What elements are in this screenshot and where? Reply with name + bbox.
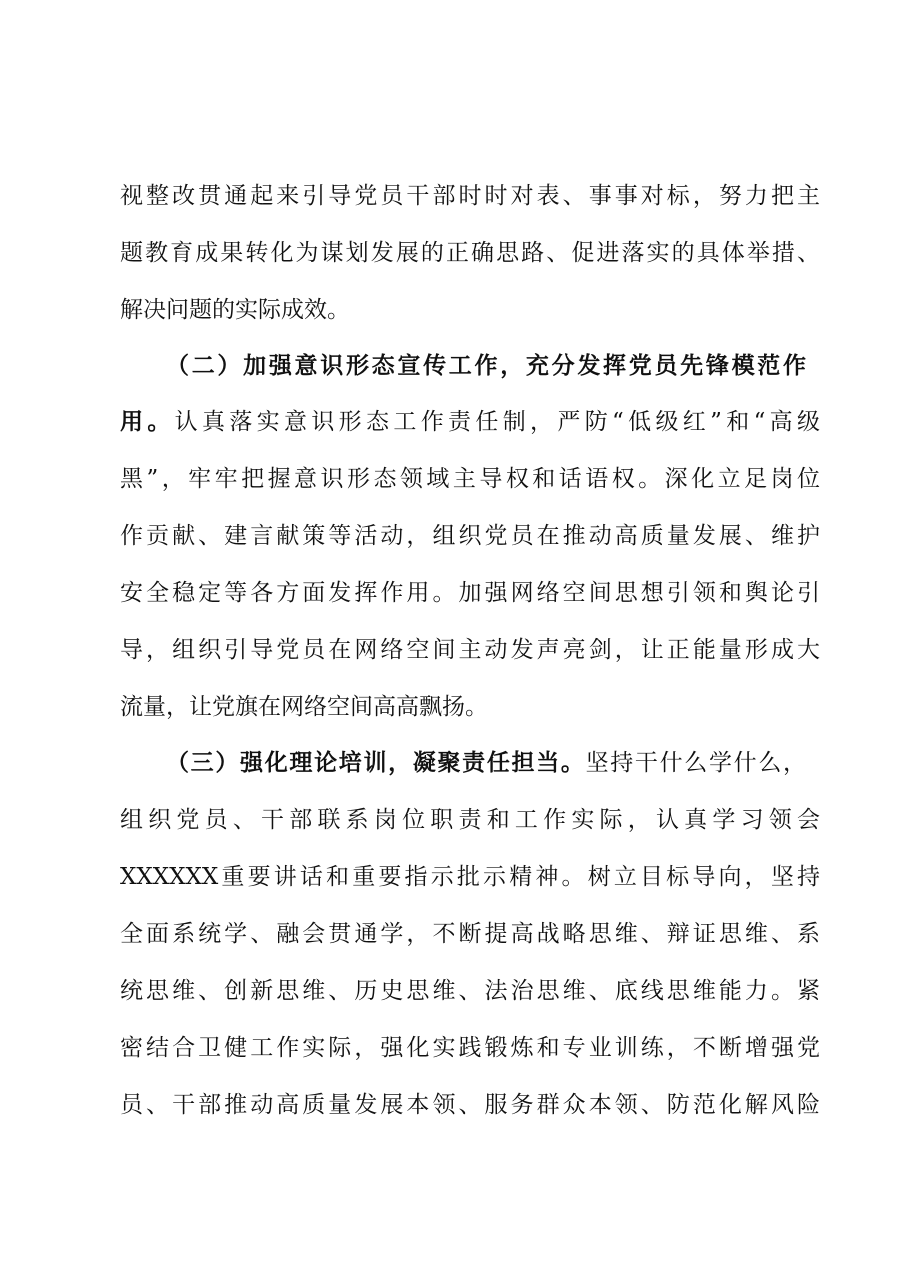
paragraph-1-line-1: 视整改贯通起来引导党员干部时时对表、事事对标，努力把主 — [120, 183, 820, 209]
paragraph-2-line-6: 导，组织引导党员在网络空间主动发声亮剑，让正能量形成大 — [120, 637, 820, 663]
paragraph-1-line-3: 解决问题的实际成效。 — [120, 297, 350, 323]
paragraph-3-line-1-text: 坚持干什么学什么， — [585, 750, 807, 776]
paragraph-2-line-4: 作贡献、建言献策等活动，组织党员在推动高质量发展、维护 — [120, 523, 820, 549]
paragraph-1-line-2: 题教育成果转化为谋划发展的正确思路、促进落实的具体举措、 — [120, 240, 820, 266]
section-3-heading: （三）强化理论培训，凝聚责任担当。 — [166, 750, 586, 776]
paragraph-3-line-6: 密结合卫健工作实际，强化实践锻炼和专业训练，不断增强党 — [120, 1035, 820, 1061]
paragraph-3-line-1 — [166, 743, 806, 783]
paragraph-3-line-4: 全面系统学、融会贯通学，不断提高战略思维、辩证思维、系 — [120, 921, 820, 947]
paragraph-3-line-5: 统思维、创新思维、历史思维、法治思维、底线思维能力。紧 — [120, 978, 820, 1004]
paragraph-2-line-2-text: 认真落实意识形态工作责任制，严防“低级红”和“高级 — [174, 409, 820, 435]
paragraph-3-line-3: XXXXXX重要讲话和重要指示批示精神。树立目标导向，坚持 — [120, 864, 820, 890]
paragraph-2-line-2 — [120, 402, 820, 442]
section-2-heading-end: 用。 — [120, 409, 175, 435]
paragraph-2-line-5: 安全稳定等各方面发挥作用。加强网络空间思想引领和舆论引 — [120, 580, 820, 606]
paragraph-3-line-7: 员、干部推动高质量发展本领、服务群众本领、防范化解风险 — [120, 1092, 820, 1118]
section-2-heading: （二）加强意识形态宣传工作，充分发挥党员先锋模范作 — [166, 353, 806, 379]
paragraph-2-line-7: 流量，让党旗在网络空间高高飘扬。 — [120, 694, 488, 720]
paragraph-2-line-3: 黑”，牢牢把握意识形态领域主导权和话语权。深化立足岗位 — [120, 466, 820, 492]
paragraph-3-line-2: 组织党员、干部联系岗位职责和工作实际，认真学习领会 — [120, 807, 820, 833]
